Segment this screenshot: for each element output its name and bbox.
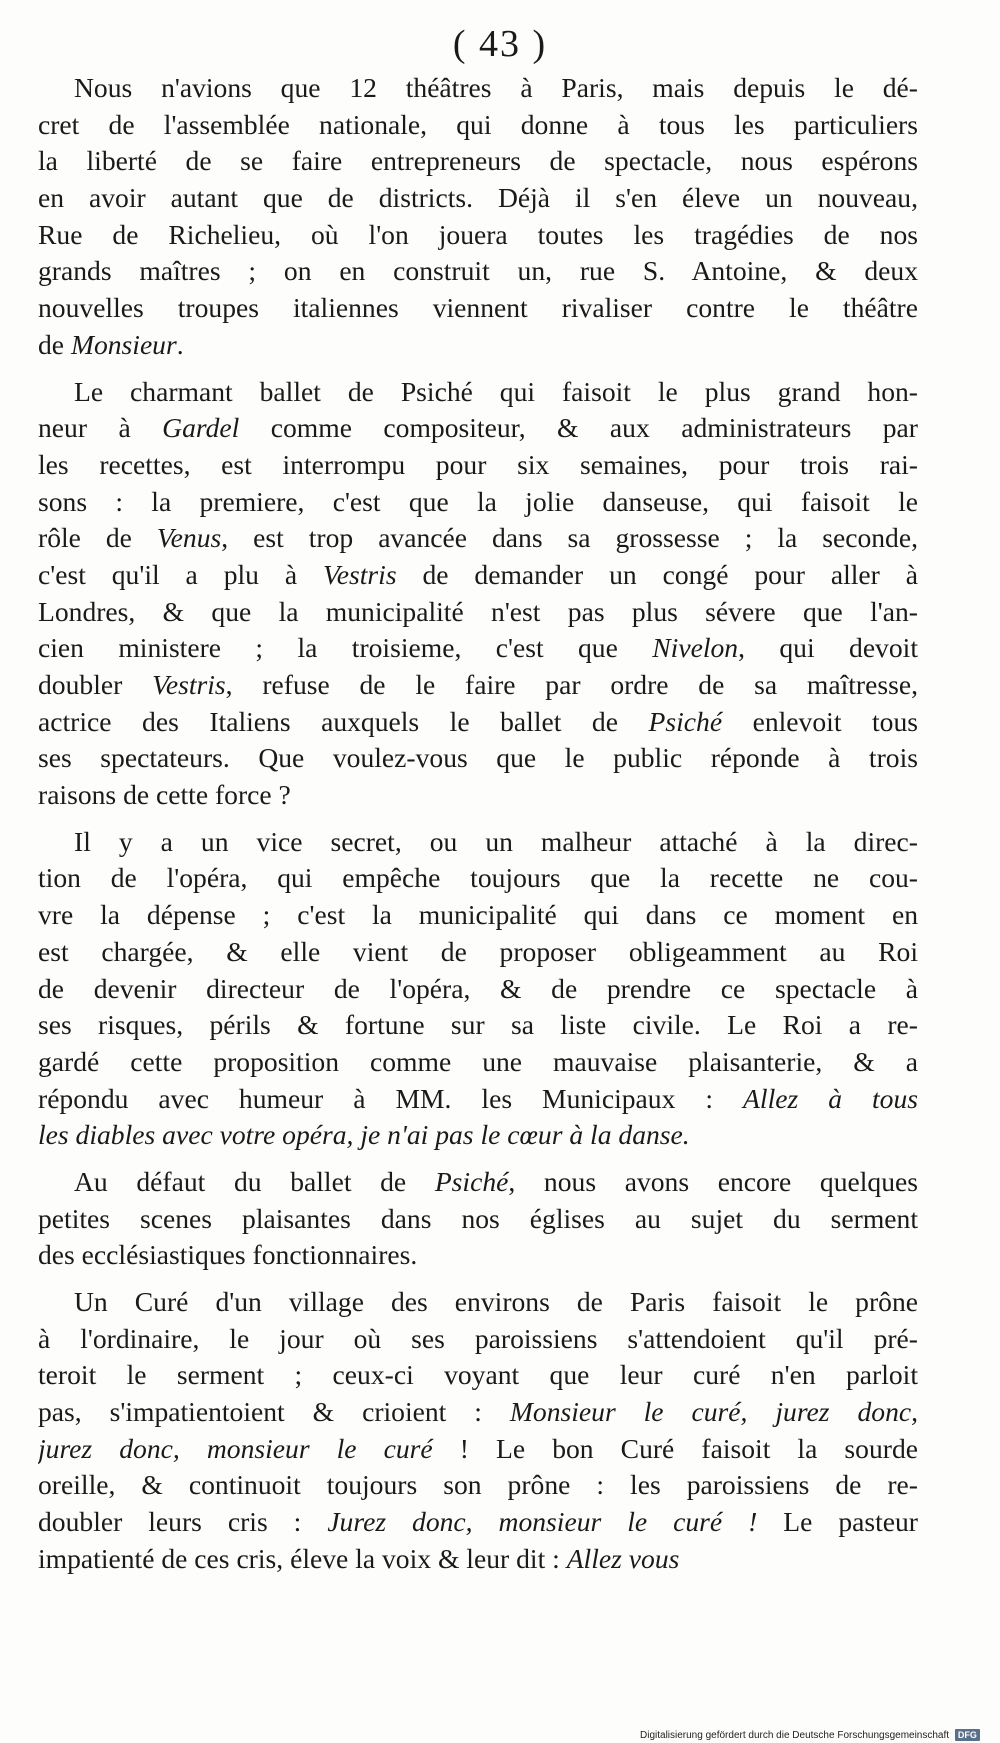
- text-segment: vre la dépense ; c'est la municipalité qui dans ce moment en: [38, 899, 918, 931]
- text-line: [38, 143, 918, 180]
- text-segment: impatienté de ces cris, éleve la voix & leur dit :: [38, 1542, 567, 1574]
- text-segment: Il y a un vice secret, ou un malheur attaché à la direc-: [74, 825, 918, 857]
- text-segment: , nous avons encore quelques: [508, 1165, 918, 1197]
- text-segment: doubler: [38, 669, 153, 700]
- text-line: [38, 860, 918, 897]
- paragraph: [38, 1164, 918, 1274]
- italic-text: jurez donc, monsieur le curé: [38, 1432, 433, 1464]
- text-segment: ses spectateurs. Que voulez-vous que le public réponde à trois: [38, 742, 918, 774]
- text-line: [38, 107, 918, 144]
- text-line: [38, 897, 918, 934]
- text-segment: sons : la premiere, c'est que la jolie danseuse, qui faisoit le: [38, 485, 918, 517]
- text-segment: comme compositeur, & aux administrateurs par: [239, 412, 918, 444]
- text-line: [38, 1201, 918, 1238]
- text-line: [38, 447, 918, 484]
- text-segment: doubler leurs cris :: [38, 1506, 328, 1538]
- page-number: ( 43 ): [452, 23, 548, 65]
- paragraph: [38, 70, 918, 364]
- dfg-logo: DFG: [955, 1729, 980, 1741]
- text-segment: répondu avec humeur à MM. les Municipaux :: [38, 1082, 744, 1114]
- text-segment: .: [176, 328, 184, 360]
- text-line: [38, 327, 918, 364]
- paragraph: [38, 374, 918, 814]
- text-line: [38, 253, 918, 290]
- italic-text: Gardel: [162, 412, 240, 444]
- text-segment: petites scenes plaisantes dans nos églises au sujet du serment: [38, 1202, 918, 1234]
- text-segment: Nous n'avions que 12 théâtres à Paris, mais depuis le dé-: [74, 72, 918, 103]
- text-segment: neur à: [38, 412, 163, 444]
- italic-text: Monsieur le curé, jurez donc,: [509, 1396, 918, 1428]
- text-line: [38, 1394, 918, 1431]
- text-line: [38, 824, 918, 861]
- text-segment: nouvelles troupes italiennes viennent rivaliser contre le théâtre: [38, 292, 918, 324]
- text-line: [38, 667, 918, 704]
- text-line: [38, 1431, 918, 1468]
- text-segment: de devenir directeur de l'opéra, & de prendre ce spectacle à: [38, 972, 918, 1004]
- text-line: [38, 1321, 918, 1358]
- text-segment: Rue de Richelieu, où l'on jouera toutes les tragédies de nos: [38, 218, 918, 250]
- text-line: [38, 740, 918, 777]
- text-segment: les recettes, est interrompu pour six semaines, pour trois rai-: [38, 448, 918, 480]
- text-line: [38, 374, 918, 411]
- text-segment: Le pasteur: [757, 1506, 918, 1538]
- text-line: [38, 1237, 918, 1274]
- text-line: [38, 1007, 918, 1044]
- text-segment: tion de l'opéra, qui empêche toujours que la recette ne cou-: [38, 862, 918, 894]
- text-line: [38, 1164, 918, 1201]
- text-segment: en avoir autant que de districts. Déjà il s'en éleve un nouveau,: [38, 182, 918, 214]
- text-line: [38, 934, 918, 971]
- text-segment: rôle de: [38, 522, 157, 554]
- italic-text: les diables avec votre opéra, je n'ai pas le cœur à la danse.: [38, 1119, 690, 1151]
- text-line: [38, 777, 918, 814]
- text-segment: cret de l'assemblée nationale, qui donne à tous les particuliers: [38, 108, 918, 140]
- text-line: [38, 520, 918, 557]
- text-line: [38, 1081, 918, 1118]
- paragraph-gap: [38, 1154, 918, 1164]
- text-segment: Le charmant ballet de Psiché qui faisoit le plus grand hon-: [74, 375, 918, 407]
- text-line: [38, 630, 918, 667]
- paragraph: [38, 824, 918, 1154]
- text-line: [38, 1284, 918, 1321]
- text-segment: grands maîtres ; on en construit un, rue S. Antoine, & deux: [38, 255, 918, 287]
- text-segment: gardé cette proposition comme une mauvaise plaisanterie, & a: [38, 1045, 918, 1077]
- text-line: [38, 410, 918, 447]
- paragraph-gap: [38, 1274, 918, 1284]
- text-segment: ! Le bon Curé faisoit la sourde: [432, 1432, 918, 1464]
- text-line: [38, 1044, 918, 1081]
- text-segment: oreille, & continuoit toujours son prône : les paroissiens de re-: [38, 1469, 918, 1501]
- text-segment: pas, s'impatientoient & crioient :: [38, 1396, 510, 1428]
- text-line: [38, 217, 918, 254]
- text-segment: , qui devoit: [738, 632, 918, 664]
- italic-text: Vestris: [152, 669, 226, 700]
- text-segment: Au défaut du ballet de: [74, 1165, 435, 1197]
- text-segment: raisons de cette force ?: [38, 779, 291, 811]
- text-segment: c'est qu'il a plu à: [38, 558, 323, 590]
- text-line: [38, 704, 918, 741]
- text-segment: enlevoit tous: [722, 705, 918, 737]
- text-segment: à l'ordinaire, le jour où ses paroissiens s'attendoient qu'il pré-: [38, 1322, 918, 1354]
- paragraph-gap: [38, 814, 918, 824]
- text-line: [38, 70, 918, 107]
- text-line: [38, 1117, 918, 1154]
- italic-text: Psiché: [648, 705, 723, 737]
- italic-text: Monsieur: [70, 328, 177, 360]
- text-segment: cien ministere ; la troisieme, c'est que: [38, 632, 653, 664]
- text-segment: teroit le serment ; ceux-ci voyant que leur curé n'en parloit: [38, 1359, 918, 1391]
- paragraph: [38, 1284, 918, 1578]
- credit-text: Digitalisierung gefördert durch die Deutsche Forschungsgemeinschaft: [640, 1730, 950, 1741]
- body-text: [38, 70, 918, 1578]
- text-segment: des ecclésiastiques fonctionnaires.: [38, 1239, 418, 1271]
- italic-text: Nivelon: [652, 632, 739, 664]
- text-line: [38, 180, 918, 217]
- text-segment: est chargée, & elle vient de proposer obligeamment au Roi: [38, 935, 918, 967]
- text-line: [38, 484, 918, 521]
- text-segment: la liberté de se faire entrepreneurs de spectacle, nous espérons: [38, 145, 918, 177]
- text-line: [38, 971, 918, 1008]
- text-line: [38, 557, 918, 594]
- text-line: [38, 290, 918, 327]
- text-segment: Londres, & que la municipalité n'est pas plus sévere que l'an-: [38, 595, 918, 627]
- text-segment: ses risques, périls & fortune sur sa liste civile. Le Roi a re-: [38, 1009, 918, 1041]
- text-line: [38, 1467, 918, 1504]
- text-segment: Un Curé d'un village des environs de Paris faisoit le prône: [74, 1286, 918, 1317]
- italic-text: Allez vous: [566, 1542, 680, 1574]
- italic-text: Psiché: [434, 1165, 509, 1197]
- text-line: [38, 1541, 918, 1578]
- text-segment: , refuse de le faire par ordre de sa maîtresse,: [225, 669, 918, 700]
- text-segment: de demander un congé pour aller à: [396, 558, 918, 590]
- text-line: [38, 1504, 918, 1541]
- digitization-credit: [640, 1729, 1000, 1743]
- text-segment: , est trop avancée dans sa grossesse ; la seconde,: [221, 522, 918, 554]
- italic-text: Allez à tous: [743, 1082, 918, 1114]
- paragraph-gap: [38, 364, 918, 374]
- text-segment: de: [38, 328, 71, 360]
- italic-text: Venus: [156, 522, 222, 554]
- text-line: [38, 1357, 918, 1394]
- text-line: [38, 594, 918, 631]
- italic-text: Jurez donc, monsieur le curé !: [327, 1506, 758, 1538]
- italic-text: Vestris: [322, 558, 397, 590]
- text-segment: actrice des Italiens auxquels le ballet de: [38, 705, 649, 737]
